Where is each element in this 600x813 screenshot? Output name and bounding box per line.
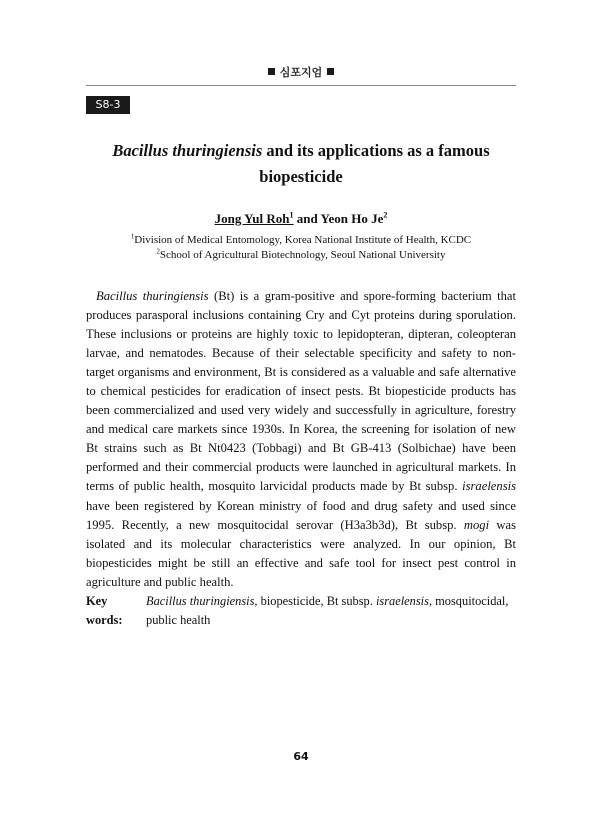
paper-title [86, 138, 516, 190]
author-conjunction: and [293, 211, 321, 226]
title-italic-part: Bacillus thuringiensis [112, 141, 263, 160]
keywords [86, 592, 516, 630]
affiliations [86, 233, 516, 263]
square-bullet-icon [327, 68, 334, 75]
affiliation-1: $^1$Division of Medical Entomology, Korea National Institute of Health, KCDC [130, 233, 472, 246]
keywords-label: Key words: [86, 594, 123, 627]
title-line2: biopesticide [259, 167, 343, 186]
affiliation-2: $^2$School of Agricultural Biotechnology, Seoul National University [156, 248, 446, 261]
square-bullet-icon [268, 68, 275, 75]
author-2: Yeon Ho Je$^2$ [320, 210, 388, 226]
author-1: Jong Yul Roh$^1$ [214, 210, 294, 226]
header-rule [86, 85, 516, 86]
session-badge: S8-3 [86, 96, 130, 114]
page-number: 64 [293, 750, 309, 763]
title-line1-rest: and its applications as a famous [262, 141, 490, 160]
abstract: Bacillus thuringiensis (Bt) is a gram-positive and spore-forming bacterium that produces parasporal inclusions containing Cry and Cyt proteins during sporulation. These inclusions or proteins are highly toxic to lepidopteran, dipteran, coleopteran larvae, and nematodes. Because of their selectable specificity and safety to non-target organisms and environment, Bt is considered as a valuable and safe alternative to chemical pesticides for eradication of insect pests. Bt biopesticide products has been commercialized and used very widely and successfully in agriculture, forestry and medical care markets since 1930s. In Korea, the screening for isolation of new Bt strains such as Bt Nt0423 (Tobbagi) and Bt GB-413 (Solbichae) have been performed and their commercial products were launched in agricultural markets. In terms of public health, mosquito larvicidal products made by Bt subsp. israelensis have been registered by Korean ministry of food and drug safety and used since 1995. Recently, a new mosquitocidal serovar (H3a3b3d), Bt subsp. mogi was isolated and its molecular characteristics were analyzed. In our opinion, Bt biopesticides might be still an effective and safe tool for insect pest control in agriculture and public health. [86, 289, 516, 589]
section-header [86, 64, 516, 80]
section-header-label: 심포지엄 [279, 66, 323, 79]
keywords-list: Bacillus thuringiensis, biopesticide, Bt subsp. israelensis, mosquitocidal, public health [146, 594, 509, 627]
authors [86, 211, 516, 227]
